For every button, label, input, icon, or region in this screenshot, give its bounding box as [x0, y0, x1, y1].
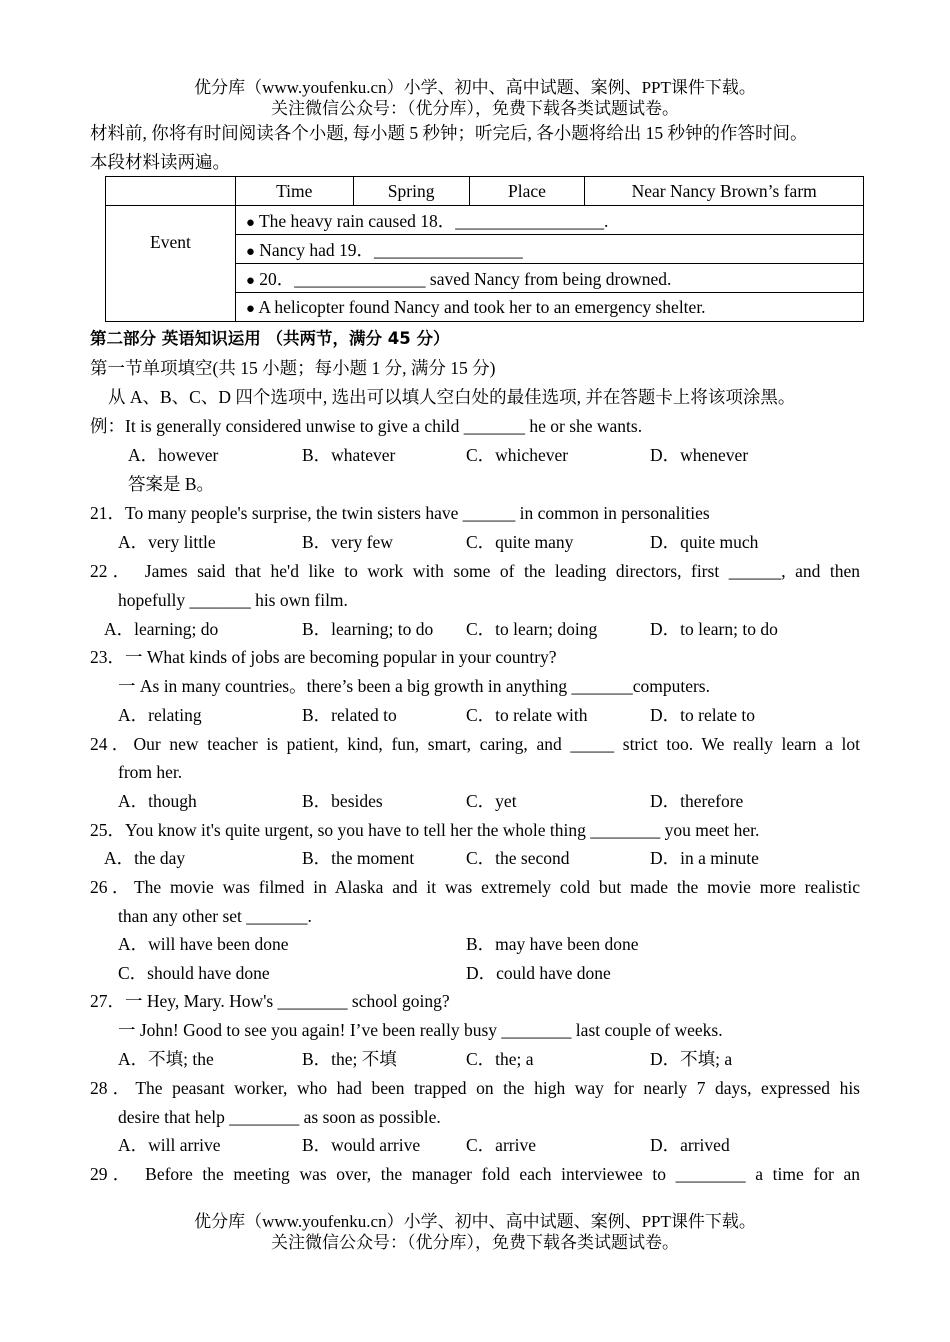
q25-option-c: C．the second: [466, 848, 570, 868]
bullet-icon: ●: [245, 272, 255, 289]
q21-option-a: A．very little: [118, 532, 216, 552]
table-header-row: [106, 177, 864, 206]
section1-instruction: 从 A、B、C、D 四个选项中, 选出可以填人空白处的最佳选项, 并在答题卡上将该项涂黑。: [108, 387, 796, 407]
q27-option-b: B．the; 不填: [302, 1049, 397, 1069]
q22-option-d: D．to learn; to do: [650, 619, 778, 639]
event-text-1: The heavy rain caused 18．_________________.: [258, 210, 609, 231]
q27-option-c: C．the; a: [466, 1049, 534, 1069]
q26-option-d: D．could have done: [466, 963, 611, 983]
q24-option-b: B．besides: [302, 791, 383, 811]
section1-title: 第一节单项填空(共 15 小题；每小题 1 分, 满分 15 分): [90, 358, 496, 378]
event-table: [105, 176, 864, 322]
q22-option-a: A．learning; do: [104, 619, 219, 639]
q24-stem-line1: 24．Our new teacher is patient, kind, fun, smart, caring, and _____ strict too. We really learn a lot: [90, 734, 860, 754]
q25-option-d: D．in a minute: [650, 848, 759, 868]
q22-stem-line2: hopefully _______ his own film.: [118, 590, 348, 610]
q26-option-b: B．may have been done: [466, 934, 639, 954]
q23-stem-line2: 一 As in many countries。there’s been a big growth in anything _______computers.: [118, 676, 710, 696]
q28-stem-line1: 28．The peasant worker, who had been trapped on the high way for nearly 7 days, expressed his: [90, 1078, 860, 1098]
q27-stem-line2: 一 John! Good to see you again! I’ve been really busy ________ last couple of weeks.: [118, 1020, 723, 1040]
q23-option-a: A．relating: [118, 705, 202, 725]
q28-option-a: A．will arrive: [118, 1135, 221, 1155]
q28-option-c: C．arrive: [466, 1135, 536, 1155]
q21-option-b: B．very few: [302, 532, 393, 552]
event-text-2: Nancy had 19．_________________: [259, 239, 523, 260]
example-answer: 答案是 B。: [128, 474, 215, 494]
q26-option-c: C．should have done: [118, 963, 270, 983]
intro-line2: 本段材料读两遍。: [90, 152, 230, 172]
example-option-a: A．however: [128, 445, 219, 465]
q26-stem-line1: 26．The movie was filmed in Alaska and it was extremely cold but made the movie more realistic: [90, 877, 860, 897]
table-row: [106, 206, 864, 235]
table-header-spring: Spring: [353, 177, 469, 206]
q27-option-a: A．不填; the: [118, 1049, 214, 1069]
q21-option-d: D．quite much: [650, 532, 759, 552]
table-header-farm: Near Nancy Brown’s farm: [585, 177, 864, 206]
page-footer-line2: 关注微信公众号：（优分库），免费下载各类试题试卷。: [271, 1233, 679, 1252]
q27-option-d: D．不填; a: [650, 1049, 733, 1069]
example-option-c: C．whichever: [466, 445, 569, 465]
table-corner-cell: [106, 177, 236, 206]
q24-option-d: D．therefore: [650, 791, 744, 811]
page-header-line1: 优分库（www.youfenku.cn）小学、初中、高中试题、案例、PPT课件下载。: [194, 78, 756, 97]
q22-option-c: C．to learn; doing: [466, 619, 598, 639]
event-text-3: 20．_______________ saved Nancy from being drowned.: [259, 268, 672, 289]
q28-option-d: D．arrived: [650, 1135, 730, 1155]
event-label: Event: [106, 206, 236, 322]
intro-line1: 材料前, 你将有时间阅读各个小题, 每小题 5 秒钟；听完后, 各小题将给出 15 秒钟的作答时间。: [90, 123, 808, 143]
q24-stem-line2: from her.: [118, 762, 183, 782]
table-header-place: Place: [469, 177, 585, 206]
q21-option-c: C．quite many: [466, 532, 574, 552]
part2-title: 第二部分 英语知识运用 （共两节，满分 45 分）: [90, 329, 450, 348]
q27-stem-line1: 27．一 Hey, Mary. How's ________ school going?: [90, 991, 450, 1011]
q24-option-c: C．yet: [466, 791, 517, 811]
q22-option-b: B．learning; to do: [302, 619, 434, 639]
q25-option-b: B．the moment: [302, 848, 415, 868]
q26-option-a: A．will have been done: [118, 934, 289, 954]
q25-option-a: A．the day: [104, 848, 186, 868]
table-header-time: Time: [235, 177, 353, 206]
page-footer-line1: 优分库（www.youfenku.cn）小学、初中、高中试题、案例、PPT课件下载。: [194, 1212, 756, 1231]
q23-stem-line1: 23．一 What kinds of jobs are becoming popular in your country?: [90, 647, 557, 667]
example-option-d: D．whenever: [650, 445, 749, 465]
q24-option-a: A．though: [118, 791, 197, 811]
q28-stem-line2: desire that help ________ as soon as possible.: [118, 1107, 441, 1127]
q23-option-d: D．to relate to: [650, 705, 755, 725]
event-row-3: [235, 264, 863, 293]
bullet-icon: ●: [245, 243, 255, 260]
q28-option-b: B．would arrive: [302, 1135, 421, 1155]
bullet-icon: ●: [245, 300, 255, 317]
q23-option-b: B．related to: [302, 705, 397, 725]
example-option-b: B．whatever: [302, 445, 396, 465]
page-header-line2: 关注微信公众号：（优分库），免费下载各类试题试卷。: [271, 99, 679, 118]
event-text-4: A helicopter found Nancy and took her to an emergency shelter.: [258, 296, 706, 317]
event-row-1: [235, 206, 863, 235]
q23-option-c: C．to relate with: [466, 705, 588, 725]
q29-stem-line1: 29． Before the meeting was over, the manager fold each interviewee to ________ a time for an: [90, 1164, 860, 1184]
event-row-2: [235, 235, 863, 264]
bullet-icon: ●: [245, 214, 255, 231]
q25-stem: 25．You know it's quite urgent, so you have to tell her the whole thing ________ you meet her.: [90, 820, 760, 840]
example-stem: 例：It is generally considered unwise to give a child _______ he or she wants.: [90, 416, 643, 436]
q21-stem: 21．To many people's surprise, the twin sisters have ______ in common in personalities: [90, 503, 710, 523]
q22-stem-line1: 22． James said that he'd like to work with some of the leading directors, first ______, and then: [90, 561, 860, 581]
q26-stem-line2: than any other set _______.: [118, 906, 312, 926]
event-row-4: [235, 293, 863, 322]
